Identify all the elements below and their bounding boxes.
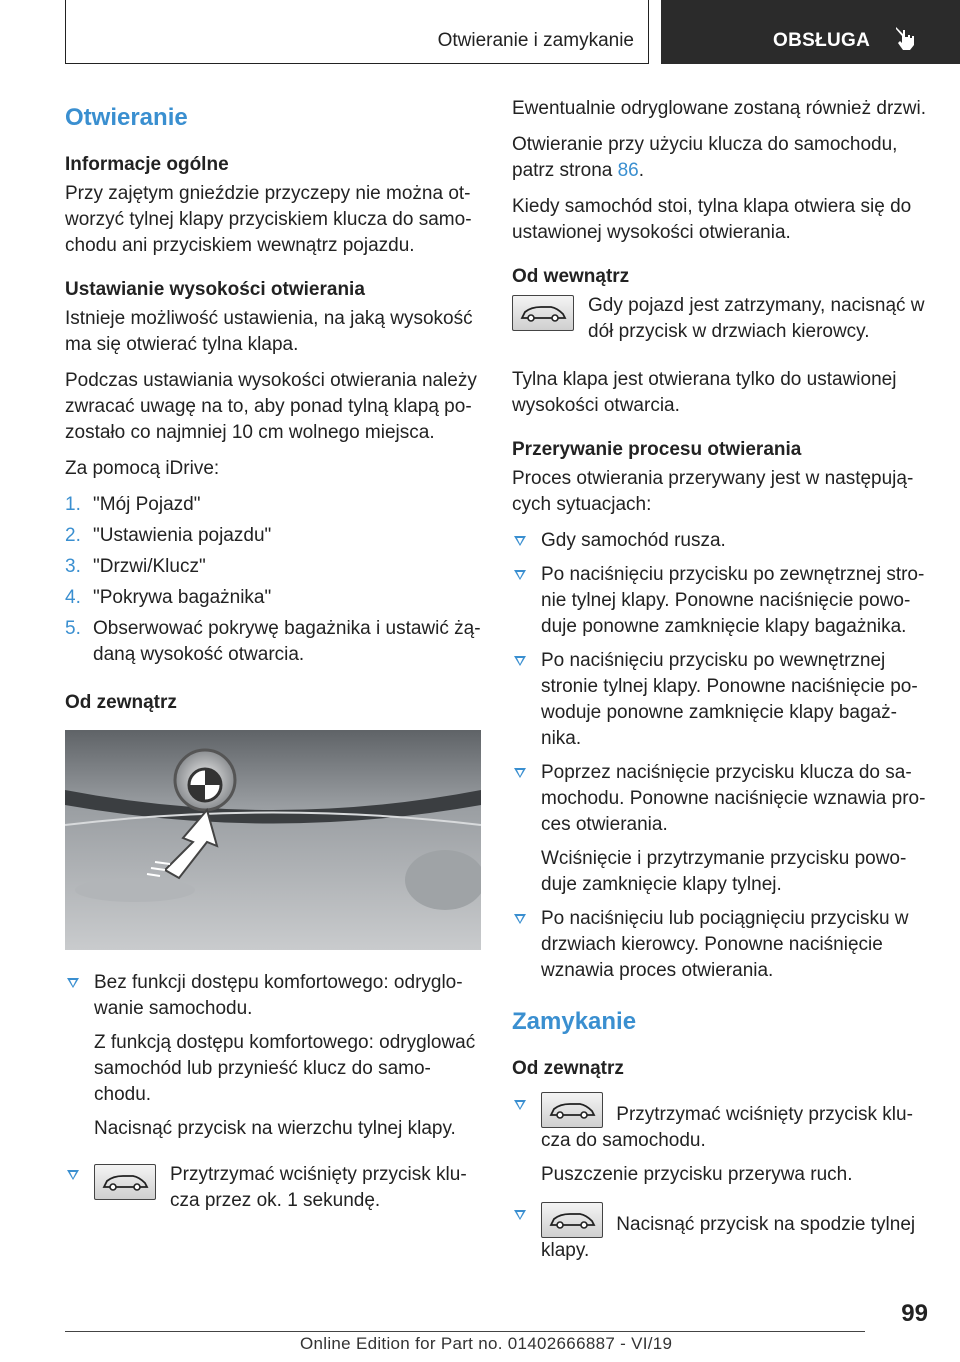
subheading-outside: Od zewnątrz	[65, 692, 177, 713]
paragraph: Podczas ustawiania wysokości otwierania należy zwracać uwagę na to, aby ponad tylną klapą pozostało co najmniej 10 cm wolnego miejsca.	[65, 370, 477, 443]
icon-row	[94, 1162, 481, 1214]
step-number: 1.	[65, 494, 81, 515]
paragraph: Istnieje możliwość ustawienia, na jaką wysokość ma się otwierać tylna klapa.	[65, 308, 473, 355]
list-item: Gdy samochód rusza.	[512, 528, 930, 554]
paragraph: Proces otwierania przerywany jest w następujących sytuacjach:	[512, 468, 914, 515]
list-item	[65, 523, 481, 549]
text: Otwieranie przy użyciu klucza do samochodu, patrz strona	[512, 134, 898, 181]
step-text: "Pokrywa bagażnika"	[93, 587, 272, 608]
car-key-tailgate-button-icon	[541, 1092, 603, 1128]
step-text: "Drzwi/Klucz"	[93, 556, 206, 577]
paragraph: Za pomocą iDrive:	[65, 458, 220, 479]
page-header	[65, 0, 960, 64]
bullet-subtext: Nacisnąć przycisk na wierzchu tylnej klapy.	[94, 1118, 456, 1139]
outside-open-list	[65, 970, 481, 1214]
interrupt-list	[512, 528, 930, 984]
list-item: Po naciśnięciu przycisku po wewnętrznej stronie tylnej klapy. Ponowne naciśnięcie powoduje ponowne zamknięcie klapy bagażnika.	[512, 648, 930, 752]
driver-door-tailgate-button-icon	[512, 295, 574, 331]
subheading-interrupt: Przerywanie procesu otwierania	[512, 439, 802, 460]
list-item: Po naciśnięciu lub pociągnięciu przycisku w drzwiach kierowcy. Ponowne naciśnięcie wznawia proces otwierania.	[512, 906, 930, 984]
page-reference-link[interactable]: 86	[617, 160, 639, 181]
bullet-text: Przytrzymać wciśnięty przycisk klucza przez ok. 1 sekundę.	[170, 1164, 467, 1211]
paragraph: Ewentualnie odryglowane zostaną również drzwi.	[512, 98, 927, 119]
list-item	[65, 554, 481, 580]
page-number: 99	[901, 1300, 928, 1327]
chapter-tab	[661, 0, 960, 64]
icon-row	[512, 293, 930, 345]
chapter-title: OBSŁUGA	[773, 30, 871, 51]
list-item	[65, 1162, 481, 1214]
section-tab	[65, 0, 649, 64]
step-number: 3.	[65, 556, 81, 577]
paragraph	[512, 132, 930, 184]
subheading-general: Informacje ogólne	[65, 154, 229, 175]
step-text: Obserwować pokrywę bagażnika i ustawić żądaną wysokość otwarcia.	[93, 618, 481, 665]
list-item	[65, 585, 481, 611]
right-column	[512, 96, 930, 1272]
section-heading-zamykanie: Zamykanie	[512, 1008, 637, 1035]
paragraph: Przy zajętym gnieździe przyczepy nie można otworzyć tylnej klapy przyciskiem klucza do samochodu ani przyciskiem wewnątrz pojazdu.	[65, 183, 472, 256]
subheading-height: Ustawianie wysokości otwierania	[65, 279, 365, 300]
step-number: 5.	[65, 618, 81, 639]
section-heading-otwieranie: Otwieranie	[65, 104, 188, 131]
subheading-closing-outside: Od zewnątrz	[512, 1058, 624, 1079]
bullet-subtext: Wciśnięcie i przytrzymanie przycisku powoduje zamknięcie klapy tylnej.	[541, 848, 907, 895]
closing-list	[512, 1092, 930, 1264]
step-number: 4.	[65, 587, 81, 608]
car-key-tailgate-button-icon	[94, 1164, 156, 1200]
bullet-text: Bez funkcji dostępu komfortowego: odryglowanie samochodu.	[94, 972, 463, 1019]
list-item: Po naciśnięciu przycisku po zewnętrznej stronie tylnej klapy. Ponowne naciśnięcie powoduje ponowne zamknięcie klapy bagażnika.	[512, 562, 930, 640]
list-item	[65, 970, 481, 1142]
tailgate-photo	[65, 730, 481, 950]
bullet-text: Przytrzymać wciśnięty przycisk klucza do samochodu.	[541, 1104, 913, 1151]
step-text: "Mój Pojazd"	[93, 494, 201, 515]
footer-edition: Online Edition for Part no. 01402666887 - VI/19	[300, 1334, 673, 1353]
paragraph: Kiedy samochód stoi, tylna klapa otwiera się do ustawionej wysokości otwierania.	[512, 196, 912, 243]
paragraph: Gdy pojazd jest zatrzymany, nacisnąć w dół przycisk w drzwiach kierowcy.	[588, 295, 925, 342]
list-item	[65, 492, 481, 518]
list-item	[512, 760, 930, 898]
idrive-steps	[65, 492, 481, 668]
tailgate-underside-button-icon	[541, 1202, 603, 1238]
step-number: 2.	[65, 525, 81, 546]
footer-divider	[65, 1331, 865, 1332]
left-column	[65, 96, 481, 1222]
subheading-inside: Od wewnątrz	[512, 266, 630, 287]
bullet-text: Nacisnąć przycisk na spodzie tylnej klapy.	[541, 1214, 916, 1261]
bullet-text: Poprzez naciśnięcie przycisku klucza do samochodu. Ponowne naciśnięcie wznawia proces otwierania.	[541, 762, 926, 835]
step-text: "Ustawienia pojazdu"	[93, 525, 272, 546]
paragraph: Tylna klapa jest otwierana tylko do ustawionej wysokości otwarcia.	[512, 369, 897, 416]
bullet-subtext: Z funkcją dostępu komfortowego: odryglować samochód lub przynieść klucz do samochodu.	[94, 1032, 476, 1105]
text: .	[638, 160, 645, 181]
list-item	[512, 1202, 930, 1264]
tailgate-illustration	[65, 730, 481, 950]
bullet-subtext: Puszczenie przycisku przerywa ruch.	[541, 1164, 853, 1185]
list-item	[512, 1092, 930, 1188]
section-title: Otwieranie i zamykanie	[437, 30, 634, 51]
hand-pointer-icon	[893, 24, 919, 52]
list-item	[65, 616, 481, 668]
